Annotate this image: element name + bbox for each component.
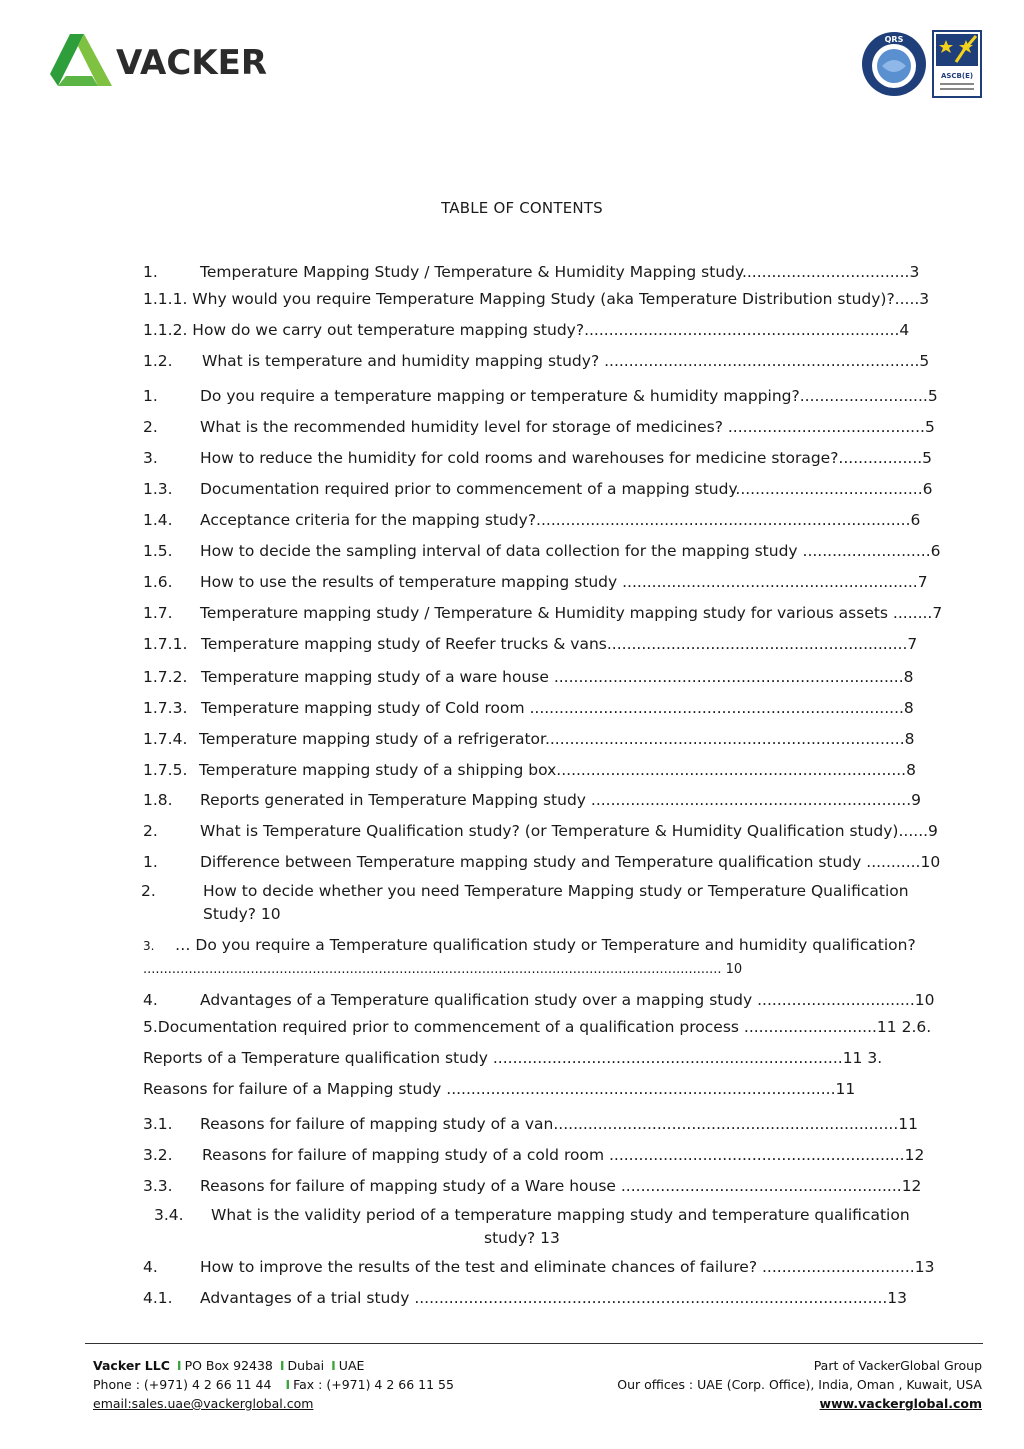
toc-entry-continuation: study? 13 <box>484 1229 560 1247</box>
toc-entry-text: 1.1.1. Why would you require Temperature Mapping Study (aka Temperature Distribution study)?.....3 <box>143 290 930 308</box>
toc-entry-text: … Do you require a Temperature qualification study or Temperature and humidity qualification? <box>175 936 916 954</box>
page-header <box>0 0 1024 110</box>
toc-entry-number: 3.2. <box>143 1146 173 1164</box>
footer-separator: I <box>331 1358 336 1373</box>
footer-fax: Fax : (+971) 4 2 66 11 55 <box>293 1377 454 1392</box>
toc-entry-text: Temperature mapping study of Cold room ............................................................................8 <box>201 699 914 717</box>
toc-entry-text: Reasons for failure of mapping study of a van......................................................................11 <box>200 1115 918 1133</box>
footer-country: UAE <box>338 1358 365 1373</box>
toc-entry-text: How to decide whether you need Temperature Mapping study or Temperature Qualification <box>203 882 909 900</box>
footer-address-line <box>93 1356 454 1375</box>
toc-entry[interactable] <box>143 729 914 749</box>
toc-entry[interactable] <box>143 320 909 340</box>
toc-entry-number: 3.3. <box>143 1177 173 1195</box>
toc-entry[interactable] <box>141 881 909 924</box>
logo-text: VACKER <box>116 43 268 83</box>
toc-entry-text: What is the validity period of a temperature mapping study and temperature qualification <box>211 1206 910 1224</box>
footer-phone: Phone : (+971) 4 2 66 11 44 <box>93 1377 272 1392</box>
toc-entry-number: 1.2. <box>143 352 173 370</box>
toc-entry-text: Temperature mapping study of a shipping box.......................................................................8 <box>199 761 916 779</box>
toc-entry-text: How to reduce the humidity for cold rooms and warehouses for medicine storage?.................5 <box>200 449 933 467</box>
toc-entry-number: 1. <box>143 387 158 405</box>
footer-separator: I <box>176 1358 182 1373</box>
toc-entry[interactable] <box>143 510 920 530</box>
footer-offices: Our offices : UAE (Corp. Office), India, Oman , Kuwait, USA <box>617 1377 982 1392</box>
toc-entry-text: How to decide the sampling interval of data collection for the mapping study ..........................6 <box>200 542 941 560</box>
toc-entry-number: 1.7.4. <box>143 730 188 748</box>
toc-entry[interactable] <box>143 790 921 810</box>
footer-separator: I <box>279 1358 285 1373</box>
toc-entry[interactable] <box>143 289 929 309</box>
certification-badges <box>860 30 982 98</box>
toc-entry[interactable] <box>143 386 938 406</box>
toc-entry[interactable] <box>143 1079 855 1099</box>
toc-entry[interactable] <box>143 479 933 499</box>
toc-entry-text: What is Temperature Qualification study? (or Temperature & Humidity Qualification study)......9 <box>200 822 938 840</box>
toc-entry-text: Documentation required prior to commencement of a mapping study......................................6 <box>200 480 933 498</box>
toc-entry[interactable] <box>143 1176 921 1196</box>
toc-entry-number: 1. <box>143 263 158 281</box>
toc-entry-number: 1.7.3. <box>143 699 188 717</box>
toc-entry[interactable] <box>143 821 938 841</box>
toc-entry[interactable] <box>143 1048 882 1068</box>
toc-entry[interactable] <box>154 1205 910 1248</box>
toc-entry-text: Reasons for failure of mapping study of a Ware house .........................................................12 <box>200 1177 922 1195</box>
toc-entry-number: 4.1. <box>143 1289 173 1307</box>
toc-entry-number: 4. <box>143 1258 158 1276</box>
toc-entry-text: Acceptance criteria for the mapping study?............................................................................6 <box>200 511 921 529</box>
toc-entry[interactable] <box>143 351 929 371</box>
toc-title: TABLE OF CONTENTS <box>441 199 603 217</box>
toc-entry-number: 1.3. <box>143 480 173 498</box>
footer-po-box: PO Box 92438 <box>184 1358 273 1373</box>
footer-email-link[interactable]: email:sales.uae@vackerglobal.com <box>93 1396 314 1411</box>
toc-entry-number: 2. <box>141 882 156 900</box>
toc-entry-number: 3. <box>143 939 155 953</box>
toc-entry[interactable] <box>143 1114 918 1134</box>
footer-contact-line <box>93 1375 454 1394</box>
footer-divider <box>85 1343 983 1344</box>
toc-entry-text: Advantages of a Temperature qualification study over a mapping study ................................10 <box>200 991 935 1009</box>
toc-entry[interactable] <box>143 990 935 1010</box>
toc-entry[interactable] <box>143 572 928 592</box>
toc-entry-text: 5.Documentation required prior to commencement of a qualification process ...........................11 2.6. <box>143 1018 932 1036</box>
ascb-label: ASCB(E) <box>940 72 974 80</box>
toc-entry-number: 1.4. <box>143 511 173 529</box>
footer-left <box>93 1356 454 1413</box>
toc-entry-text: Difference between Temperature mapping study and Temperature qualification study ...........10 <box>200 853 941 871</box>
vacker-logo <box>48 30 267 92</box>
toc-entry-number: 1.6. <box>143 573 173 591</box>
toc-entry-text: What is the recommended humidity level for storage of medicines? ........................................5 <box>200 418 935 436</box>
qrs-certification-seal-icon <box>860 30 928 98</box>
toc-entry-continuation: ............................................................................................................................................ 10 <box>143 962 743 977</box>
footer-website-link[interactable]: www.vackerglobal.com <box>819 1396 982 1411</box>
qrs-label: QRS <box>884 35 904 44</box>
toc-entry[interactable] <box>143 667 914 687</box>
toc-entry[interactable] <box>143 1257 934 1277</box>
toc-entry-text: How to use the results of temperature mapping study ............................................................7 <box>200 573 928 591</box>
toc-entry-text: Reasons for failure of a Mapping study ...............................................................................11 <box>143 1080 856 1098</box>
toc-entry-number: 1.7.5. <box>143 761 188 779</box>
ascb-accreditation-icon <box>932 30 982 98</box>
toc-entry-text: Temperature mapping study of a ware house .......................................................................8 <box>201 668 914 686</box>
toc-entry-number: 1.7. <box>143 604 173 622</box>
toc-entry-text: Temperature mapping study / Temperature & Humidity mapping study for various assets ........7 <box>200 604 943 622</box>
toc-entry-number: 3.4. <box>154 1206 184 1224</box>
toc-entry-text: Do you require a temperature mapping or temperature & humidity mapping?..........................5 <box>200 387 938 405</box>
toc-entry[interactable] <box>143 417 935 437</box>
toc-entry[interactable] <box>143 1288 907 1308</box>
toc-entry-number: 1.5. <box>143 542 173 560</box>
footer-company: Vacker LLC <box>93 1358 170 1373</box>
toc-entry-number: 3. <box>143 449 158 467</box>
toc-entry-number: 2. <box>143 418 158 436</box>
toc-entry-number: 1.7.2. <box>143 668 188 686</box>
toc-entry[interactable] <box>143 935 916 980</box>
toc-entry-number: 3.1. <box>143 1115 173 1133</box>
toc-entry[interactable] <box>143 698 914 718</box>
footer-separator: I <box>285 1377 291 1392</box>
toc-entry-text: Temperature mapping study of Reefer trucks & vans.............................................................7 <box>201 635 918 653</box>
toc-entry-number: 1. <box>143 853 158 871</box>
footer-right <box>617 1356 982 1413</box>
vacker-logo-mark-icon <box>48 30 114 92</box>
toc-entry-text: 1.1.2. How do we carry out temperature mapping study?................................................................4 <box>143 321 910 339</box>
toc-entry-number: 2. <box>143 822 158 840</box>
toc-entry-text: How to improve the results of the test and eliminate chances of failure? ...............................13 <box>200 1258 935 1276</box>
footer-city: Dubai <box>287 1358 325 1373</box>
toc-entry[interactable] <box>143 541 941 561</box>
toc-entry[interactable] <box>143 603 942 623</box>
toc-entry-text: Temperature mapping study of a refrigerator.........................................................................8 <box>199 730 915 748</box>
toc-entry-text: What is temperature and humidity mapping study? ................................................................5 <box>202 352 930 370</box>
toc-entry[interactable] <box>143 760 916 780</box>
toc-entry-text: Reasons for failure of mapping study of a cold room ............................................................12 <box>202 1146 925 1164</box>
toc-entry-number: 1.7.1. <box>143 635 188 653</box>
toc-entry[interactable] <box>143 634 917 654</box>
toc-entry-text: Reports generated in Temperature Mapping study .................................................................9 <box>200 791 922 809</box>
toc-entry-text: Temperature Mapping Study / Temperature & Humidity Mapping study..................................3 <box>200 263 920 281</box>
toc-entry-number: 4. <box>143 991 158 1009</box>
toc-entry[interactable] <box>143 262 919 282</box>
toc-entry-number: 1.8. <box>143 791 173 809</box>
toc-entry[interactable] <box>143 852 940 872</box>
toc-entry-text: Advantages of a trial study ................................................................................................13 <box>200 1289 908 1307</box>
toc-entry-continuation: Study? 10 <box>203 905 281 923</box>
toc-entry[interactable] <box>143 1145 924 1165</box>
toc-entry-text: Reports of a Temperature qualification study .......................................................................11 3. <box>143 1049 883 1067</box>
footer-group: Part of VackerGlobal Group <box>813 1358 982 1373</box>
toc-entry[interactable] <box>143 1017 931 1037</box>
toc-entry[interactable] <box>143 448 932 468</box>
